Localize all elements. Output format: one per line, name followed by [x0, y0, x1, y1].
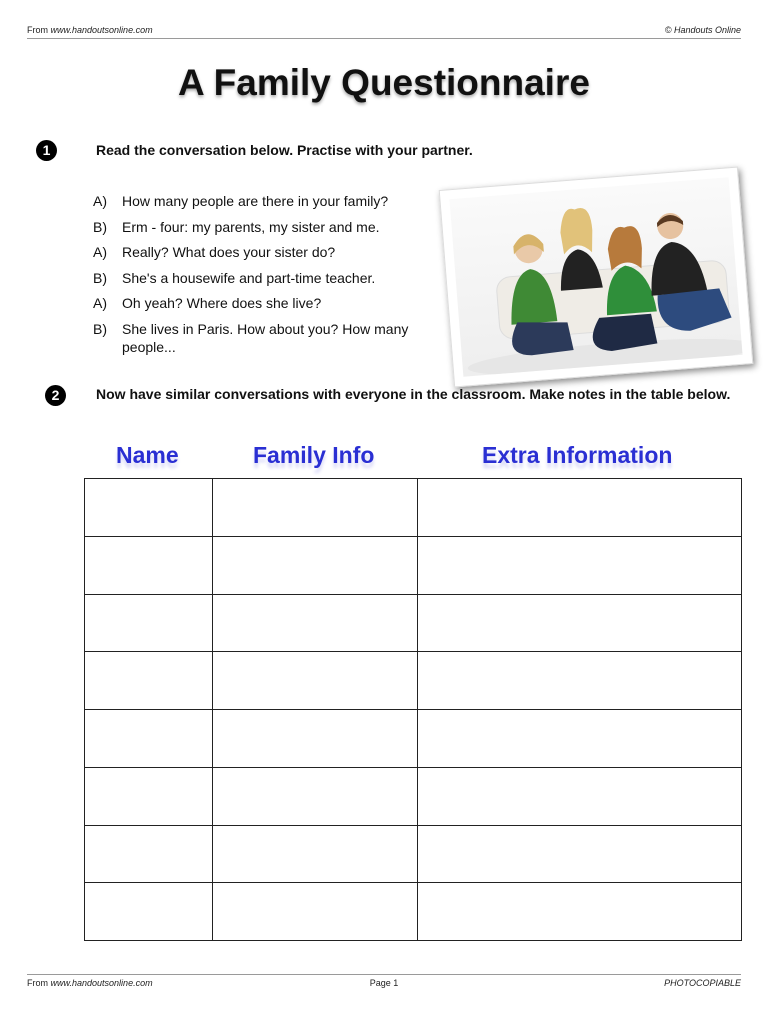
dialog-speaker: B) — [93, 320, 107, 337]
step-2-instruction: Now have similar conversations with everyone in the classroom. Make notes in the table below. — [96, 386, 731, 402]
dialog-speaker: B) — [93, 218, 107, 235]
table-row — [85, 825, 742, 883]
cell-family-info[interactable] — [212, 479, 418, 537]
page-header — [27, 24, 741, 39]
dialog-line — [93, 216, 423, 242]
dialog-speaker: B) — [93, 269, 107, 286]
cell-extra-information[interactable] — [418, 883, 742, 941]
cell-extra-information[interactable] — [418, 825, 742, 883]
cell-name[interactable] — [85, 594, 213, 652]
column-header-extra-information: Extra Information — [482, 442, 673, 468]
cell-extra-information[interactable] — [418, 710, 742, 768]
dialog-line — [93, 292, 423, 318]
cell-family-info[interactable] — [212, 767, 418, 825]
notes-table-body — [85, 479, 742, 941]
table-row — [85, 710, 742, 768]
footer-site: www.handoutsonline.com — [50, 978, 153, 988]
cell-family-info[interactable] — [212, 652, 418, 710]
cell-name[interactable] — [85, 652, 213, 710]
page-footer — [27, 974, 741, 988]
table-column-headers — [0, 442, 768, 472]
conversation — [93, 190, 423, 358]
cell-name[interactable] — [85, 536, 213, 594]
cell-name[interactable] — [85, 710, 213, 768]
header-source: From www.handoutsonline.com — [27, 25, 153, 35]
dialog-speaker: A) — [93, 295, 107, 311]
cell-name[interactable] — [85, 767, 213, 825]
cell-extra-information[interactable] — [418, 767, 742, 825]
dialog-line — [93, 241, 423, 267]
notes-table — [84, 478, 742, 941]
cell-extra-information[interactable] — [418, 652, 742, 710]
dialog-line — [93, 190, 423, 216]
page-title: A Family Questionnaire — [178, 62, 590, 103]
family-photo — [439, 167, 754, 388]
column-header-name: Name — [116, 442, 179, 468]
page-number: Page 1 — [369, 978, 399, 988]
dialog-line — [93, 318, 423, 358]
cell-family-info[interactable] — [212, 536, 418, 594]
step-2-badge: 2 — [45, 385, 66, 406]
dialog-text: She's a housewife and part-time teacher. — [122, 269, 376, 286]
family-illustration — [449, 177, 742, 376]
dialog-text: Erm - four: my parents, my sister and me. — [122, 218, 380, 235]
header-copyright: © Handouts Online — [664, 25, 741, 35]
step-1-badge: 1 — [36, 140, 57, 161]
dialog-text: She lives in Paris. How about you? How many people... — [122, 320, 409, 355]
table-row — [85, 536, 742, 594]
cell-extra-information[interactable] — [418, 479, 742, 537]
cell-extra-information[interactable] — [418, 536, 742, 594]
table-row — [85, 652, 742, 710]
table-row — [85, 479, 742, 537]
photocopiable-label: PHOTOCOPIABLE — [664, 978, 741, 988]
dialog-speaker: A) — [93, 244, 107, 260]
footer-source: From www.handoutsonline.com — [27, 978, 153, 988]
cell-family-info[interactable] — [212, 883, 418, 941]
dialog-speaker: A) — [93, 193, 107, 209]
family-photo-image — [449, 177, 742, 376]
cell-name[interactable] — [85, 883, 213, 941]
cell-family-info[interactable] — [212, 825, 418, 883]
table-row — [85, 767, 742, 825]
step-1-instruction: Read the conversation below. Practise with your partner. — [96, 142, 473, 158]
cell-family-info[interactable] — [212, 710, 418, 768]
column-header-family-info: Family Info — [253, 442, 375, 468]
dialog-text: How many people are there in your family? — [122, 193, 389, 209]
table-row — [85, 883, 742, 941]
dialog-line — [93, 267, 423, 293]
cell-name[interactable] — [85, 825, 213, 883]
table-row — [85, 594, 742, 652]
header-site: www.handoutsonline.com — [50, 25, 153, 35]
cell-extra-information[interactable] — [418, 594, 742, 652]
dialog-text: Oh yeah? Where does she live? — [122, 295, 322, 311]
dialog-text: Really? What does your sister do? — [122, 244, 336, 260]
cell-name[interactable] — [85, 479, 213, 537]
cell-family-info[interactable] — [212, 594, 418, 652]
